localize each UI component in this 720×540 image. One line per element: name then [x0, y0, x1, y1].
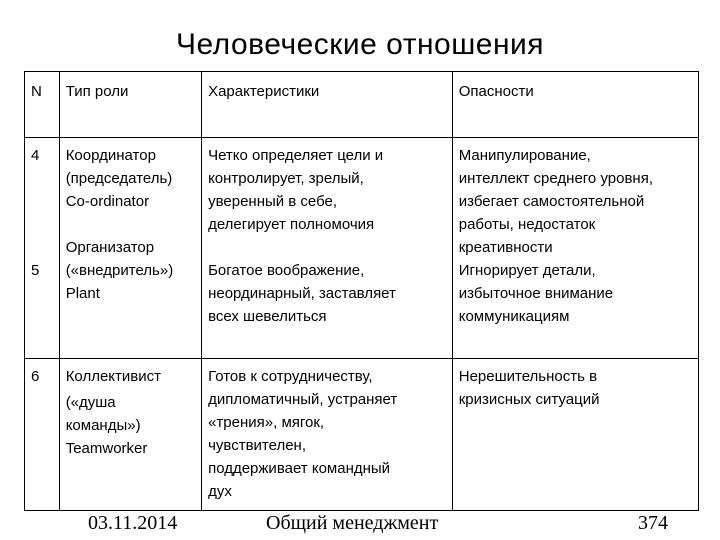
char-line: Готов к сотрудничеству, — [208, 368, 373, 385]
footer-date: 03.11.2014 — [88, 512, 178, 534]
char-line: контролирует, зрелый, — [208, 170, 364, 187]
char-line: «трения», мягок, — [208, 414, 325, 431]
risk-line: интеллект среднего уровня, — [458, 170, 654, 187]
risk-line: коммуникациям — [458, 308, 570, 325]
role-line: Plant — [65, 285, 100, 302]
footer-course: Общий менеджмент — [266, 512, 439, 534]
row-num: 6 — [31, 368, 40, 385]
char-line: делегирует полномочия — [208, 216, 375, 233]
row-num-cell — [25, 138, 60, 359]
characteristics-cell — [202, 359, 453, 511]
role-cell — [59, 359, 201, 511]
char-line: Четко определяет цели и — [208, 147, 384, 164]
role-line: (председатель) — [65, 170, 173, 187]
slide-title: Человеческие отношения — [175, 28, 545, 61]
role-line: («душа — [65, 394, 116, 411]
char-line: уверенный в себе, — [208, 193, 338, 210]
row-num: 5 — [31, 262, 40, 279]
role-line: Координатор — [65, 147, 156, 164]
risk-line: креативности — [458, 239, 553, 256]
role-line: Teamworker — [65, 440, 148, 457]
table-row — [25, 138, 699, 359]
roles-table — [24, 71, 699, 511]
char-line: Богатое воображение, — [208, 262, 365, 279]
header-role: Тип роли — [59, 72, 201, 138]
role-line: Co-ordinator — [65, 193, 150, 210]
header-num: N — [25, 72, 60, 138]
characteristics-cell — [202, 138, 453, 359]
risk-line: Нерешительность в — [458, 368, 598, 385]
table-header-row — [25, 72, 699, 138]
risk-line: избегает самостоятельной — [458, 193, 645, 210]
role-line: Коллективист — [65, 368, 161, 385]
row-num-cell — [25, 359, 60, 511]
footer-page-number: 374 — [638, 512, 668, 534]
char-line: неординарный, заставляет — [208, 285, 396, 302]
risk-line: кризисных ситуаций — [458, 391, 600, 408]
char-line: поддерживает командный — [208, 460, 391, 477]
char-line: дух — [208, 483, 232, 500]
risk-line: Игнорирует детали, — [458, 262, 596, 279]
risk-line: избыточное внимание — [458, 285, 614, 302]
role-line: команды») — [65, 417, 141, 434]
header-dangers: Опасности — [452, 72, 698, 138]
char-line: всех шевелиться — [208, 308, 327, 325]
char-line: дипломатичный, устраняет — [208, 391, 398, 408]
char-line: чувствителен, — [208, 437, 307, 454]
row-num: 4 — [31, 147, 40, 164]
risk-line: работы, недостаток — [458, 216, 596, 233]
role-cell — [59, 138, 201, 359]
risk-line: Манипулирование, — [458, 147, 591, 164]
dangers-cell — [452, 359, 698, 511]
dangers-cell — [452, 138, 698, 359]
header-characteristics: Характеристики — [202, 72, 453, 138]
table-row — [25, 359, 699, 511]
role-line: Организатор — [65, 239, 155, 256]
role-line: («внедритель») — [65, 262, 174, 279]
